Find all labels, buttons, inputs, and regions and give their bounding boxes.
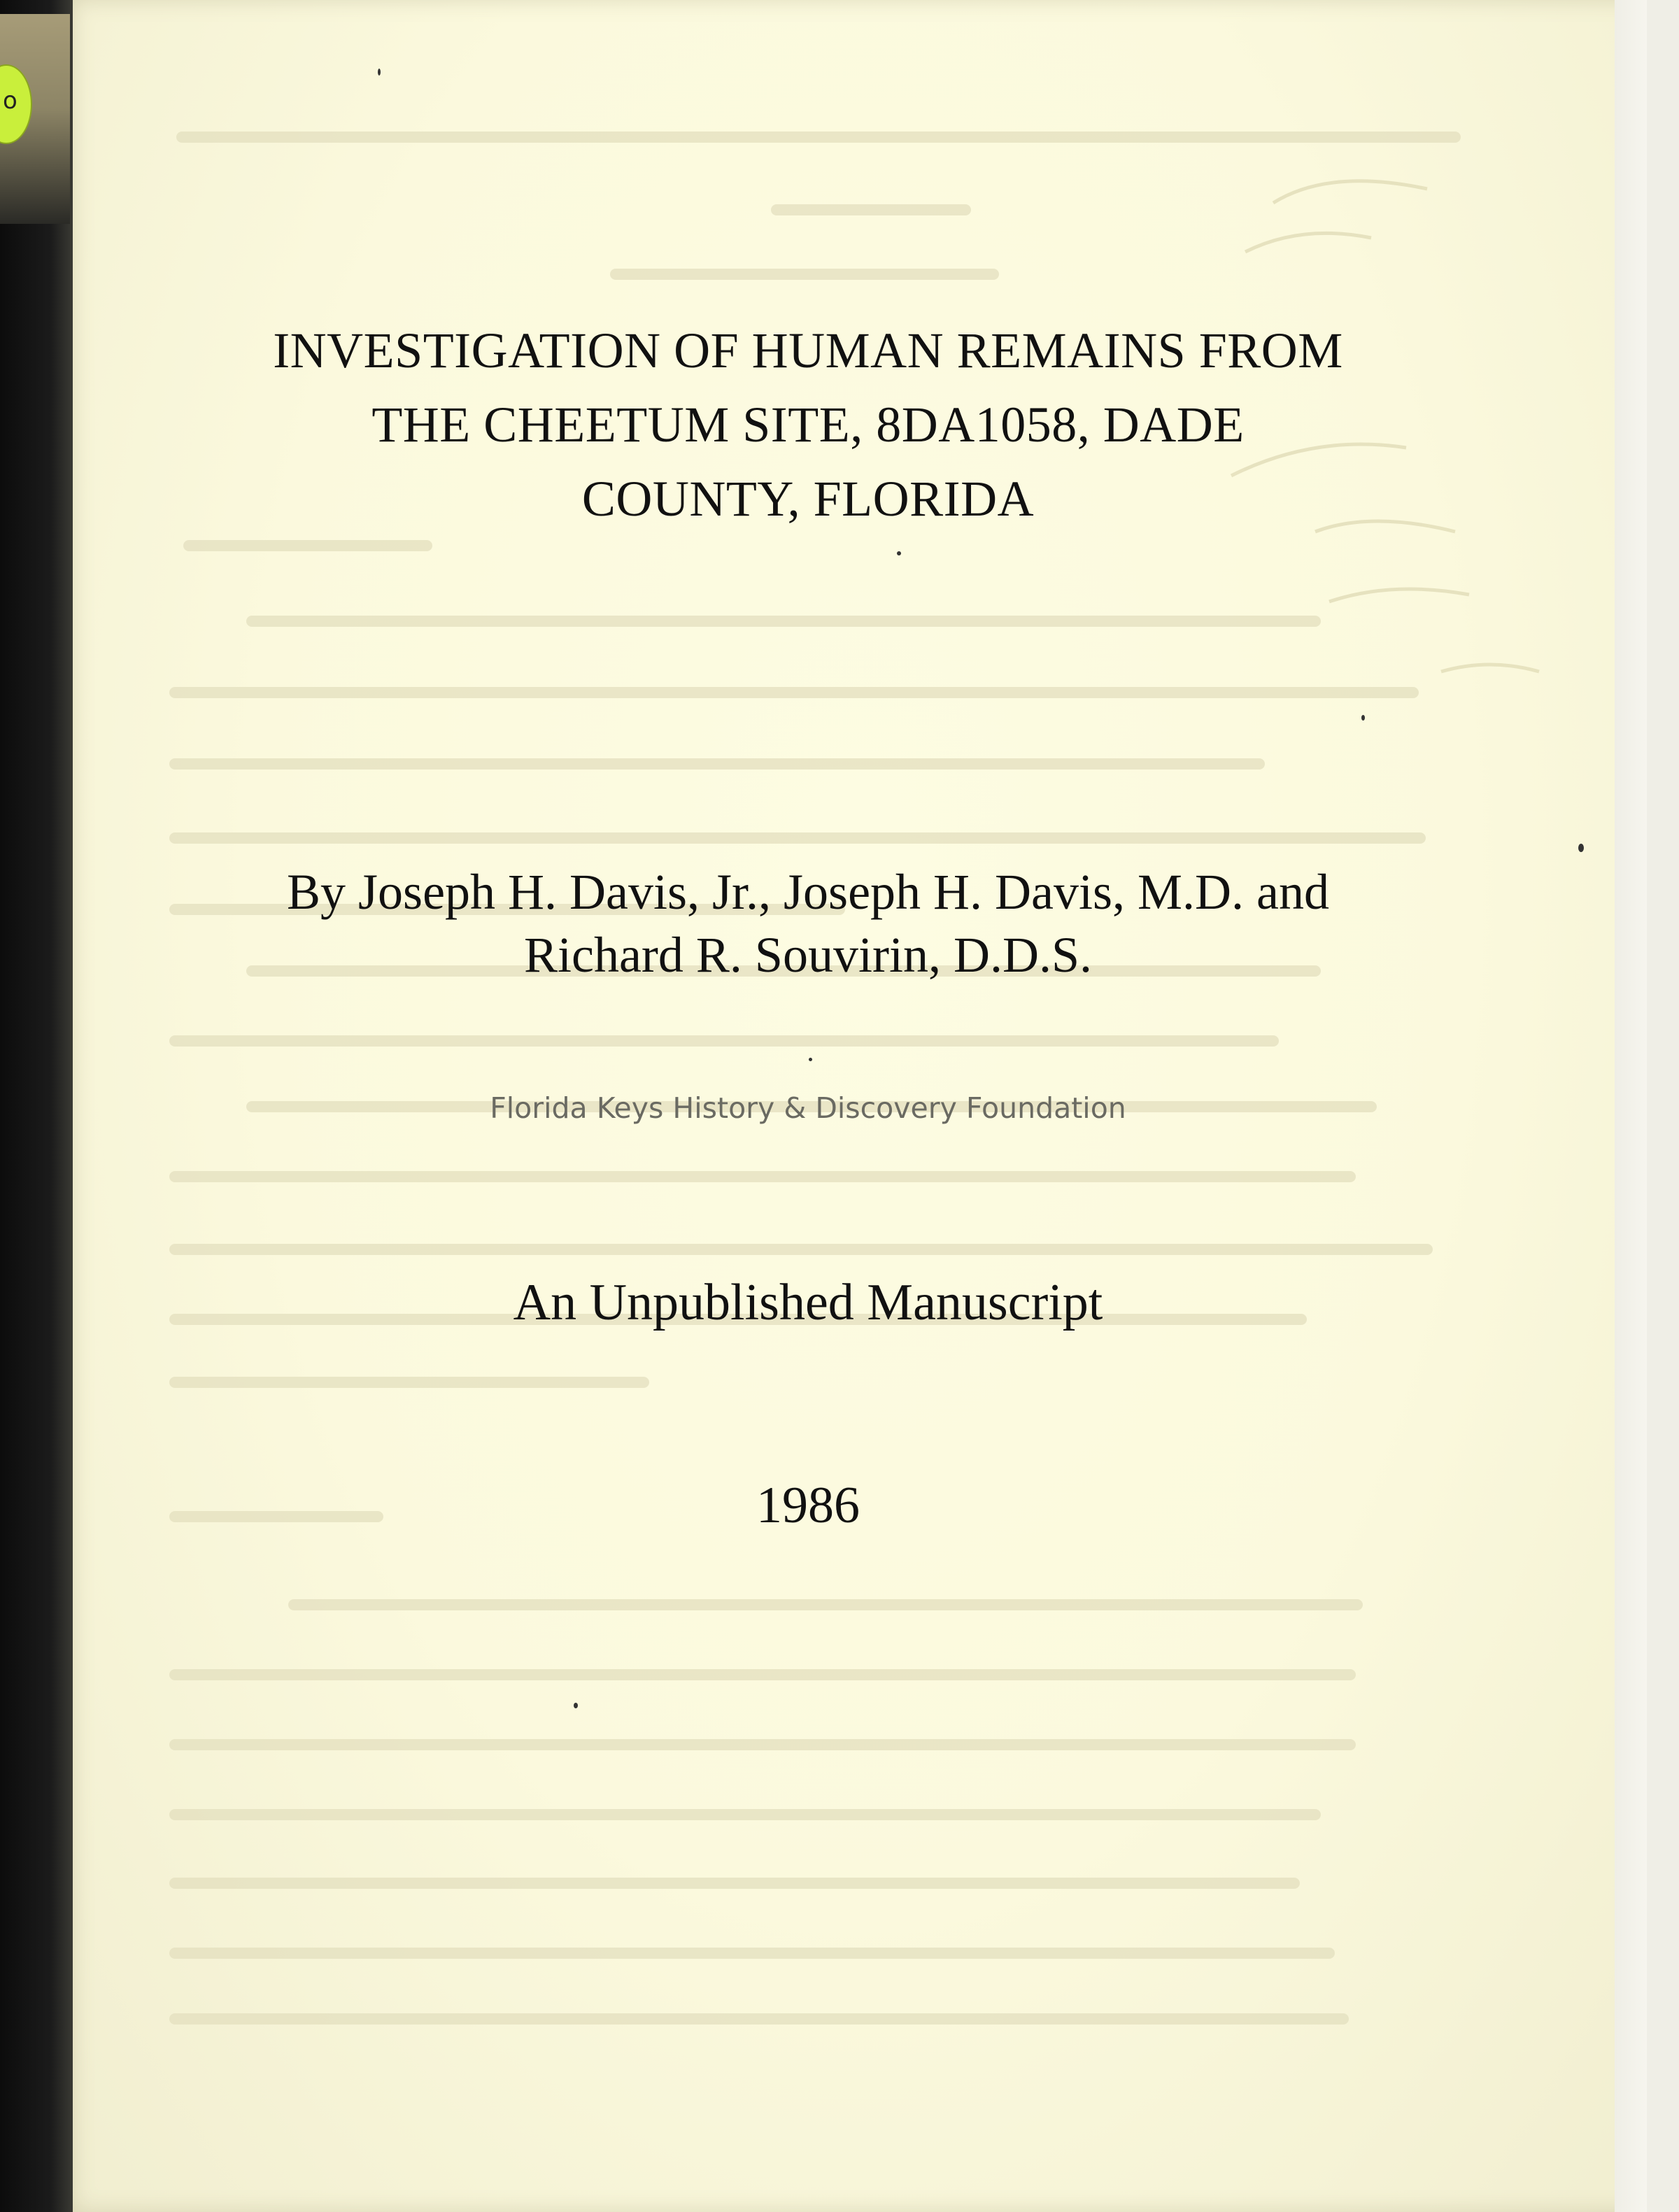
- publication-year: 1986: [756, 1477, 860, 1534]
- title-line: INVESTIGATION OF HUMAN REMAINS FROM: [273, 322, 1343, 378]
- title-line: THE CHEETUM SITE, 8DA1058, DADE: [371, 397, 1245, 453]
- scan-speck: [897, 551, 901, 555]
- scan-speck: [1361, 715, 1365, 721]
- page-edge: [1615, 0, 1647, 2212]
- circular-sticker-icon: o: [0, 64, 32, 144]
- author-block: [140, 860, 1476, 986]
- binding-strip: [0, 0, 73, 2212]
- author-line: Richard R. Souvirin, D.D.S.: [523, 927, 1092, 983]
- watermark-text: Florida Keys History & Discovery Foundation: [490, 1091, 1126, 1125]
- manuscript-subtitle: An Unpublished Manuscript: [513, 1274, 1103, 1331]
- author-line: By Joseph H. Davis, Jr., Joseph H. Davis, M.D. and: [287, 864, 1329, 920]
- scan-speck: [1578, 844, 1584, 852]
- scan-speck: [574, 1703, 578, 1708]
- scan-speck: [809, 1058, 812, 1061]
- scan-speck: [378, 69, 381, 76]
- title-line: COUNTY, FLORIDA: [581, 471, 1035, 527]
- document-title: [140, 313, 1476, 536]
